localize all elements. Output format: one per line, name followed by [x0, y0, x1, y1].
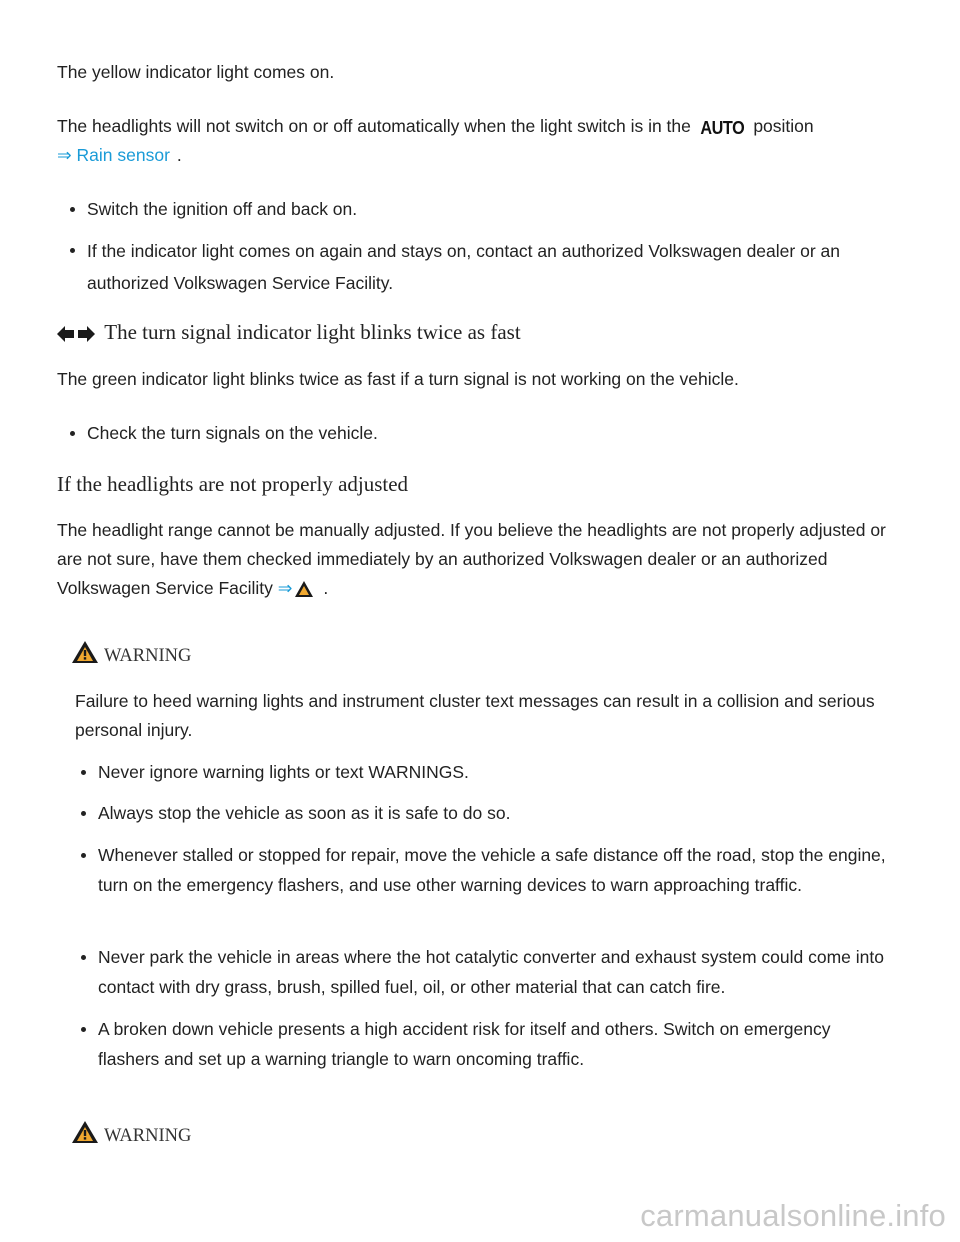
watermark: carmanualsonline.info: [640, 1198, 946, 1233]
warning-ref-link[interactable]: [278, 578, 315, 598]
turn-signal-heading-text: The turn signal indicator light blinks twice as fast: [104, 320, 521, 344]
warning-title-text: WARNING: [104, 1126, 192, 1146]
list-item: If the indicator light comes on again and stays on, contact an authorized Volkswagen dealer or an authorized Volkswagen Service Facility.: [57, 235, 907, 299]
warning-body: Failure to heed warning lights and instrument cluster text messages can result in a collision and serious personal injury.: [75, 691, 875, 740]
list-item: Never ignore warning lights or text WARNINGS.: [75, 757, 895, 787]
list-item: Check the turn signals on the vehicle.: [57, 418, 907, 449]
list-item: Always stop the vehicle as soon as it is safe to do so.: [75, 798, 895, 828]
warning-triangle-icon: [294, 578, 314, 607]
warning-title: [71, 640, 191, 668]
rain-sensor-link-text: Rain sensor: [76, 145, 170, 165]
intro-line-1: The yellow indicator light comes on.: [57, 62, 335, 82]
turn-signal-heading: [57, 320, 521, 349]
auto-switch-icon: AUTO: [700, 118, 745, 138]
turn-signal-body: The green indicator light blinks twice as fast if a turn signal is not working on the vehicle.: [57, 369, 739, 389]
intro-line-2-after: position: [753, 116, 814, 136]
link-suffix: .: [176, 145, 182, 165]
warning-triangle-icon: [71, 640, 99, 664]
intro-line-2: [57, 112, 907, 170]
headlights-adjust-text: The headlight range cannot be manually adjusted. If you believe the headlights are not properly adjusted or are not sure, have them checked immediately by an authorized Volkswagen dealer or an authorized Volkswagen Service Facility: [57, 520, 886, 598]
warning-triangle-icon: [71, 1120, 99, 1144]
list-item: A broken down vehicle presents a high accident risk for itself and others. Switch on emergency flashers and set up a warning triangle to warn oncoming traffic.: [75, 1014, 895, 1074]
headlights-adjust-body: [57, 516, 912, 607]
ref-suffix: .: [323, 578, 329, 598]
list-item: Whenever stalled or stopped for repair, move the vehicle a safe distance off the road, stop the engine, turn on the emergency flashers, and use other warning devices to warn approaching traffic.: [75, 840, 895, 900]
link-arrow: ⇒: [57, 145, 72, 165]
ref-arrow: ⇒: [277, 578, 293, 598]
rain-sensor-link[interactable]: [57, 145, 170, 165]
list-item: Switch the ignition off and back on.: [57, 194, 907, 225]
headlights-adjust-heading: If the headlights are not properly adjusted: [57, 472, 409, 496]
warning-title: [71, 1120, 191, 1148]
turn-signal-arrows-icon: [57, 324, 95, 349]
warning-title-text: WARNING: [104, 646, 192, 666]
list-item: Never park the vehicle in areas where the hot catalytic converter and exhaust system could come into contact with dry grass, brush, spilled fuel, oil, or other material that can catch fire.: [75, 942, 895, 1002]
intro-line-2-text: The headlights will not switch on or off automatically when the light switch is in the: [57, 116, 691, 136]
